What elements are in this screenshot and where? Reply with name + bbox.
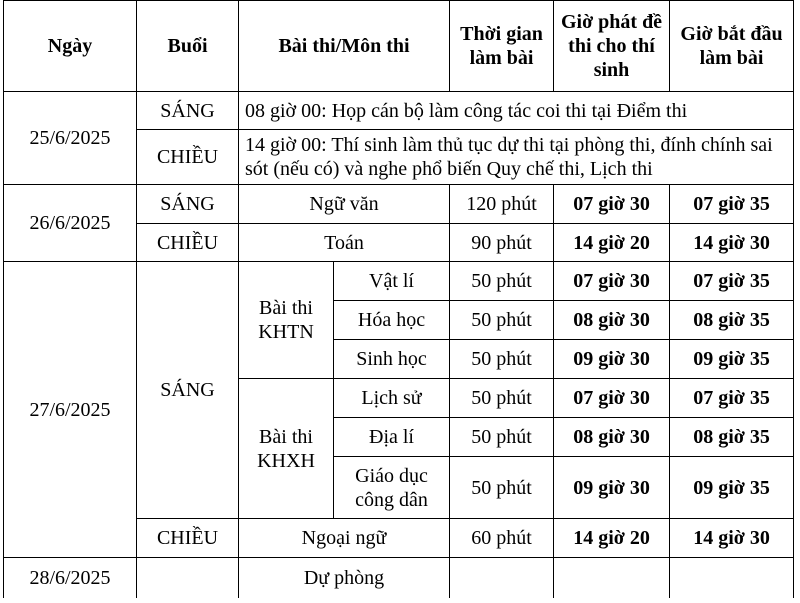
start-time-cell: 14 giờ 30 <box>670 224 794 262</box>
start-time-cell: 07 giờ 35 <box>670 185 794 224</box>
subject-cell: Toán <box>239 224 450 262</box>
subject-cell: Ngoại ngữ <box>239 519 450 558</box>
issue-time-cell: 07 giờ 30 <box>554 379 670 418</box>
issue-time-cell: 07 giờ 30 <box>554 185 670 224</box>
start-time-cell: 07 giờ 35 <box>670 379 794 418</box>
start-time-cell: 07 giờ 35 <box>670 262 794 301</box>
duration-cell: 50 phút <box>450 340 554 379</box>
subject-cell: Ngữ văn <box>239 185 450 224</box>
subject-cell: Vật lí <box>334 262 450 301</box>
group-khxh-cell: Bài thi KHXH <box>239 379 334 519</box>
issue-time-cell: 09 giờ 30 <box>554 457 670 519</box>
table-row <box>4 558 794 598</box>
issue-time-cell: 07 giờ 30 <box>554 262 670 301</box>
subject-cell: Dự phòng <box>239 558 450 598</box>
session-cell: CHIỀU <box>137 224 239 262</box>
note-cell: 08 giờ 00: Họp cán bộ làm công tác coi thi tại Điểm thi <box>239 92 794 130</box>
issue-time-cell: 08 giờ 30 <box>554 418 670 457</box>
header-duration: Thời gian làm bài <box>450 1 554 92</box>
subject-cell: Giáo dục công dân <box>334 457 450 519</box>
duration-cell: 120 phút <box>450 185 554 224</box>
header-session: Buổi <box>137 1 239 92</box>
start-time-cell: 08 giờ 35 <box>670 301 794 340</box>
table-row <box>4 262 794 301</box>
session-cell: CHIỀU <box>137 519 239 558</box>
start-time-cell: 14 giờ 30 <box>670 519 794 558</box>
table-row <box>4 92 794 130</box>
session-cell: CHIỀU <box>137 130 239 185</box>
start-time-cell <box>670 558 794 598</box>
session-cell: SÁNG <box>137 185 239 224</box>
issue-time-cell: 14 giờ 20 <box>554 519 670 558</box>
issue-time-cell: 14 giờ 20 <box>554 224 670 262</box>
header-date: Ngày <box>4 1 137 92</box>
date-cell: 26/6/2025 <box>4 185 137 262</box>
subject-cell: Hóa học <box>334 301 450 340</box>
header-subject: Bài thi/Môn thi <box>239 1 450 92</box>
issue-time-cell <box>554 558 670 598</box>
duration-cell: 50 phút <box>450 301 554 340</box>
date-cell: 27/6/2025 <box>4 262 137 558</box>
session-cell <box>137 558 239 598</box>
start-time-cell: 08 giờ 35 <box>670 418 794 457</box>
start-time-cell: 09 giờ 35 <box>670 340 794 379</box>
header-issue-time: Giờ phát đề thi cho thí sinh <box>554 1 670 92</box>
subject-cell: Sinh học <box>334 340 450 379</box>
issue-time-cell: 08 giờ 30 <box>554 301 670 340</box>
table-row <box>4 185 794 224</box>
duration-cell: 50 phút <box>450 262 554 301</box>
subject-cell: Địa lí <box>334 418 450 457</box>
date-cell: 25/6/2025 <box>4 92 137 185</box>
duration-cell: 50 phút <box>450 418 554 457</box>
duration-cell: 50 phút <box>450 379 554 418</box>
header-start-time: Giờ bắt đầu làm bài <box>670 1 794 92</box>
start-time-cell: 09 giờ 35 <box>670 457 794 519</box>
session-cell: SÁNG <box>137 262 239 519</box>
issue-time-cell: 09 giờ 30 <box>554 340 670 379</box>
duration-cell: 50 phút <box>450 457 554 519</box>
group-khtn-cell: Bài thi KHTN <box>239 262 334 379</box>
exam-schedule-table <box>3 0 794 598</box>
session-cell: SÁNG <box>137 92 239 130</box>
header-row <box>4 1 794 92</box>
subject-cell: Lịch sử <box>334 379 450 418</box>
note-cell: 14 giờ 00: Thí sinh làm thủ tục dự thi tại phòng thi, đính chính sai sót (nếu có) và nghe phổ biến Quy chế thi, Lịch thi <box>239 130 794 185</box>
date-cell: 28/6/2025 <box>4 558 137 598</box>
duration-cell: 60 phút <box>450 519 554 558</box>
duration-cell: 90 phút <box>450 224 554 262</box>
duration-cell <box>450 558 554 598</box>
